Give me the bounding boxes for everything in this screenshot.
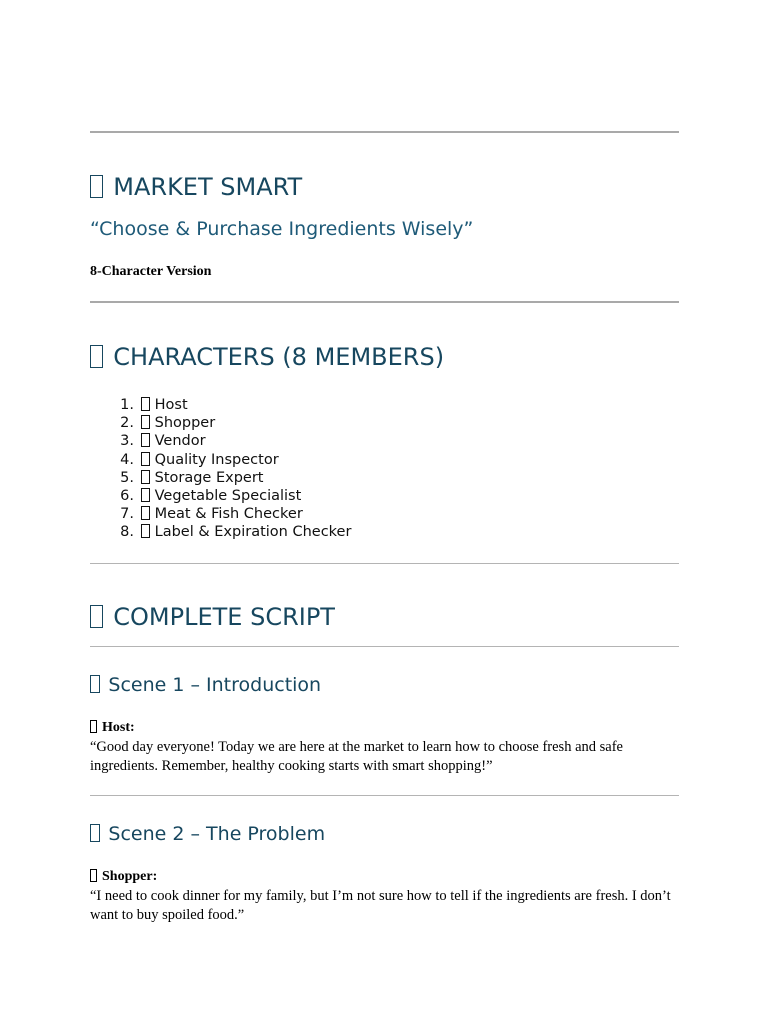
list-item: 1. Host bbox=[120, 397, 188, 413]
missing-glyph-icon bbox=[90, 175, 103, 198]
missing-glyph-icon bbox=[90, 675, 100, 693]
list-item: 7. Meat & Fish Checker bbox=[120, 506, 303, 523]
missing-glyph-icon bbox=[90, 720, 97, 733]
list-item: 8. Label & Expiration Checker bbox=[120, 524, 352, 541]
scene-1-dialogue: “Good day everyone! Today we are here at the market to learn how to choose fresh and safe ingredients. Remember, healthy cooking starts with smart shopping!” bbox=[90, 739, 623, 774]
missing-glyph-icon bbox=[90, 605, 103, 628]
list-item: 6. Vegetable Specialist bbox=[120, 488, 302, 505]
scene-1-title-text: Scene 1 – Introduction bbox=[108, 674, 322, 696]
title-divider bbox=[90, 301, 679, 303]
document-title-text: MARKET SMART bbox=[113, 173, 303, 201]
characters-divider bbox=[90, 563, 679, 564]
script-divider bbox=[90, 646, 679, 647]
speaker-name: Host: bbox=[102, 720, 135, 735]
list-item: 3. Vendor bbox=[120, 433, 206, 450]
missing-glyph-icon bbox=[141, 470, 150, 484]
missing-glyph-icon bbox=[141, 488, 150, 502]
scene-1-divider bbox=[90, 795, 679, 796]
character-name: Quality Inspector bbox=[154, 451, 279, 468]
script-heading bbox=[90, 603, 335, 631]
character-name: Storage Expert bbox=[154, 469, 264, 486]
document-title bbox=[90, 173, 302, 201]
missing-glyph-icon bbox=[141, 452, 150, 466]
missing-glyph-icon bbox=[141, 397, 150, 411]
list-item: 5. Storage Expert bbox=[120, 469, 264, 486]
character-list bbox=[112, 396, 351, 542]
character-name: Vendor bbox=[154, 433, 206, 450]
scene-1-speaker bbox=[90, 720, 135, 736]
version-label: 8-Character Version bbox=[90, 264, 212, 279]
scene-1-title bbox=[90, 674, 321, 696]
missing-glyph-icon bbox=[90, 824, 100, 842]
list-item: 2. Shopper bbox=[120, 415, 216, 432]
character-name: Vegetable Specialist bbox=[154, 488, 302, 505]
scene-2-speaker bbox=[90, 869, 157, 885]
top-divider bbox=[90, 131, 679, 133]
scene-2-title-text: Scene 2 – The Problem bbox=[108, 823, 326, 845]
scene-2-dialogue: “I need to cook dinner for my family, but I’m not sure how to tell if the ingredients are fresh. I don’t want to buy spoiled food.” bbox=[90, 888, 671, 923]
missing-glyph-icon bbox=[141, 415, 150, 429]
list-item: 4. Quality Inspector bbox=[120, 451, 279, 468]
scene-2-title bbox=[90, 823, 325, 845]
missing-glyph-icon bbox=[90, 869, 97, 882]
characters-heading-text: CHARACTERS (8 MEMBERS) bbox=[113, 343, 445, 371]
character-name: Meat & Fish Checker bbox=[154, 506, 303, 523]
missing-glyph-icon bbox=[141, 506, 150, 520]
speaker-name: Shopper: bbox=[102, 869, 158, 884]
character-name: Shopper bbox=[154, 415, 216, 432]
characters-heading bbox=[90, 343, 444, 371]
document-subtitle: “Choose & Purchase Ingredients Wisely” bbox=[90, 218, 474, 240]
character-name: Host bbox=[154, 397, 188, 413]
character-name: Label & Expiration Checker bbox=[154, 524, 352, 541]
missing-glyph-icon bbox=[141, 524, 150, 538]
script-heading-text: COMPLETE SCRIPT bbox=[113, 603, 335, 631]
missing-glyph-icon bbox=[90, 345, 103, 368]
missing-glyph-icon bbox=[141, 433, 150, 447]
